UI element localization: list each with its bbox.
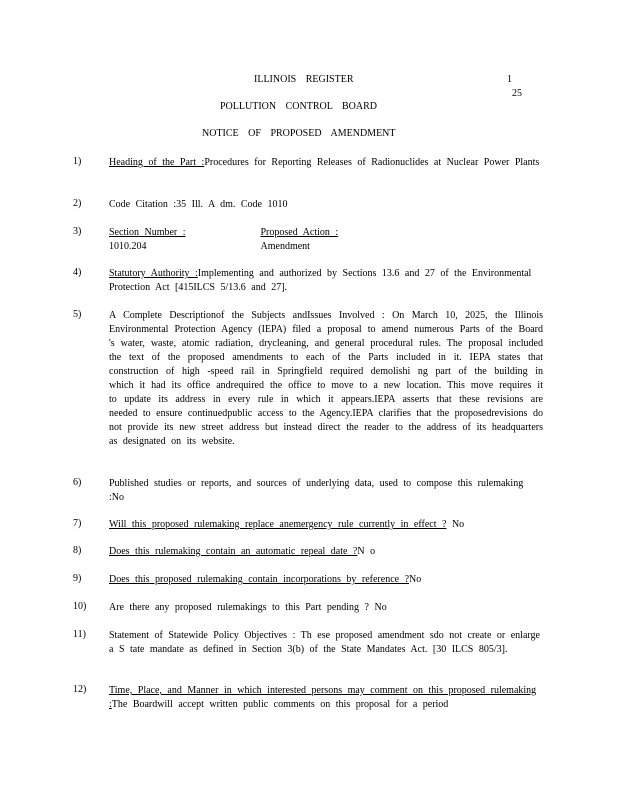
item-heading: Time, Place, and Manner in which interested persons may comment on this proposed rulemaking : xyxy=(109,685,537,710)
item-text: The Boardwill accept written public comments on this proposal for a period xyxy=(111,699,449,710)
section-number-value: 1010.204 xyxy=(109,241,147,252)
list-item xyxy=(73,477,543,505)
item-body xyxy=(109,518,543,532)
item-text: No xyxy=(409,574,422,585)
item-number: 2) xyxy=(73,198,82,209)
item-number: 3) xyxy=(73,226,82,237)
list-item xyxy=(73,573,543,587)
item-text: Published studies or reports, and sources of underlying data, used to compose this rulemaking :No xyxy=(109,478,524,503)
item-heading: Heading of the Part : xyxy=(109,157,205,168)
item-number: 12) xyxy=(73,684,87,695)
item-number: 6) xyxy=(73,477,82,488)
item-text: Code Citation :35 Ill. A dm. Code 1010 xyxy=(109,199,288,210)
list-item xyxy=(73,545,543,559)
item-heading: Statutory Authority : xyxy=(109,268,198,279)
item-body xyxy=(109,156,543,170)
item-number: 1) xyxy=(73,156,82,167)
item-body xyxy=(109,226,543,254)
notice-title: NOTICE OF PROPOSED AMENDMENT xyxy=(202,128,396,139)
item-number: 7) xyxy=(73,518,82,529)
item-heading: Does this rulemaking contain an automatic repeal date ? xyxy=(109,546,358,557)
item-text: A Complete Descriptionof the Subjects andIssues Involved : On March 10, 2025, the Illinois Environmental Protection Agency (IEPA) filed a proposal to amend numerous Parts of the Board 's water, waste, atomic radiation, drycleaning, and general procedural rules. The proposal included the text of the proposed amendments to each of the Parts included in it. IEPA states that construction of high -speed rail in Springfield required demolishi ng part of the building in which it had its office andrequired the office to move to a new location. This move requires it to update its address in every rule in which it appears.IEPA asserts that these revisions are needed to ensure continuedpublic access to the Agency.IEPA clarifies that the proposedrevisions do not provide its new street address but instead direct the reader to the address of its headquarters as designated on its website. xyxy=(109,310,543,447)
item-text: Are there any proposed rulemakings to this Part pending ? No xyxy=(109,602,387,613)
proposed-action-value: Amendment xyxy=(260,241,310,252)
list-item xyxy=(73,309,543,449)
item-number: 4) xyxy=(73,267,82,278)
item-text: Procedures for Reporting Releases of Radionuclides at Nuclear Power Plants xyxy=(204,157,540,168)
register-title: ILLINOIS REGISTER xyxy=(254,74,354,85)
item-body xyxy=(109,573,543,587)
board-title: POLLUTION CONTROL BOARD xyxy=(220,101,377,112)
list-item xyxy=(73,601,543,615)
page-subnumber: 25 xyxy=(512,88,522,99)
item-number: 5) xyxy=(73,309,82,320)
item-number: 11) xyxy=(73,629,86,640)
item-heading: Will this proposed rulemaking replace anemergency rule currently in effect ? xyxy=(109,519,447,530)
item-body xyxy=(109,684,543,712)
item-body xyxy=(109,267,543,295)
item-number: 10) xyxy=(73,601,87,612)
item-heading: Does this proposed rulemaking contain incorporations by reference ? xyxy=(109,574,410,585)
item-body xyxy=(109,545,543,559)
proposed-action-label: Proposed Action : xyxy=(260,227,339,238)
list-item xyxy=(73,629,543,657)
list-item xyxy=(73,198,543,212)
section-number-label: Section Number : xyxy=(109,227,186,238)
list-item xyxy=(73,226,543,254)
item-number: 9) xyxy=(73,573,82,584)
list-item xyxy=(73,518,543,532)
item-text: N o xyxy=(357,546,376,557)
list-item xyxy=(73,684,543,712)
item-text: No xyxy=(446,519,465,530)
item-text: Statement of Statewide Policy Objectives : Th ese proposed amendment sdo not create or enlarge a S tate mandate as defined in Section 3(b) of the State Mandates Act. [30 ILCS 805/3]. xyxy=(109,630,540,655)
item-number: 8) xyxy=(73,545,82,556)
page-number: 1 xyxy=(507,74,512,85)
list-item xyxy=(73,156,543,170)
list-item xyxy=(73,267,543,295)
item-text: Implementing and authorized by Sections 13.6 and 27 of the Environmental Protection Act [415ILCS 5/13.6 and 27]. xyxy=(109,268,532,293)
